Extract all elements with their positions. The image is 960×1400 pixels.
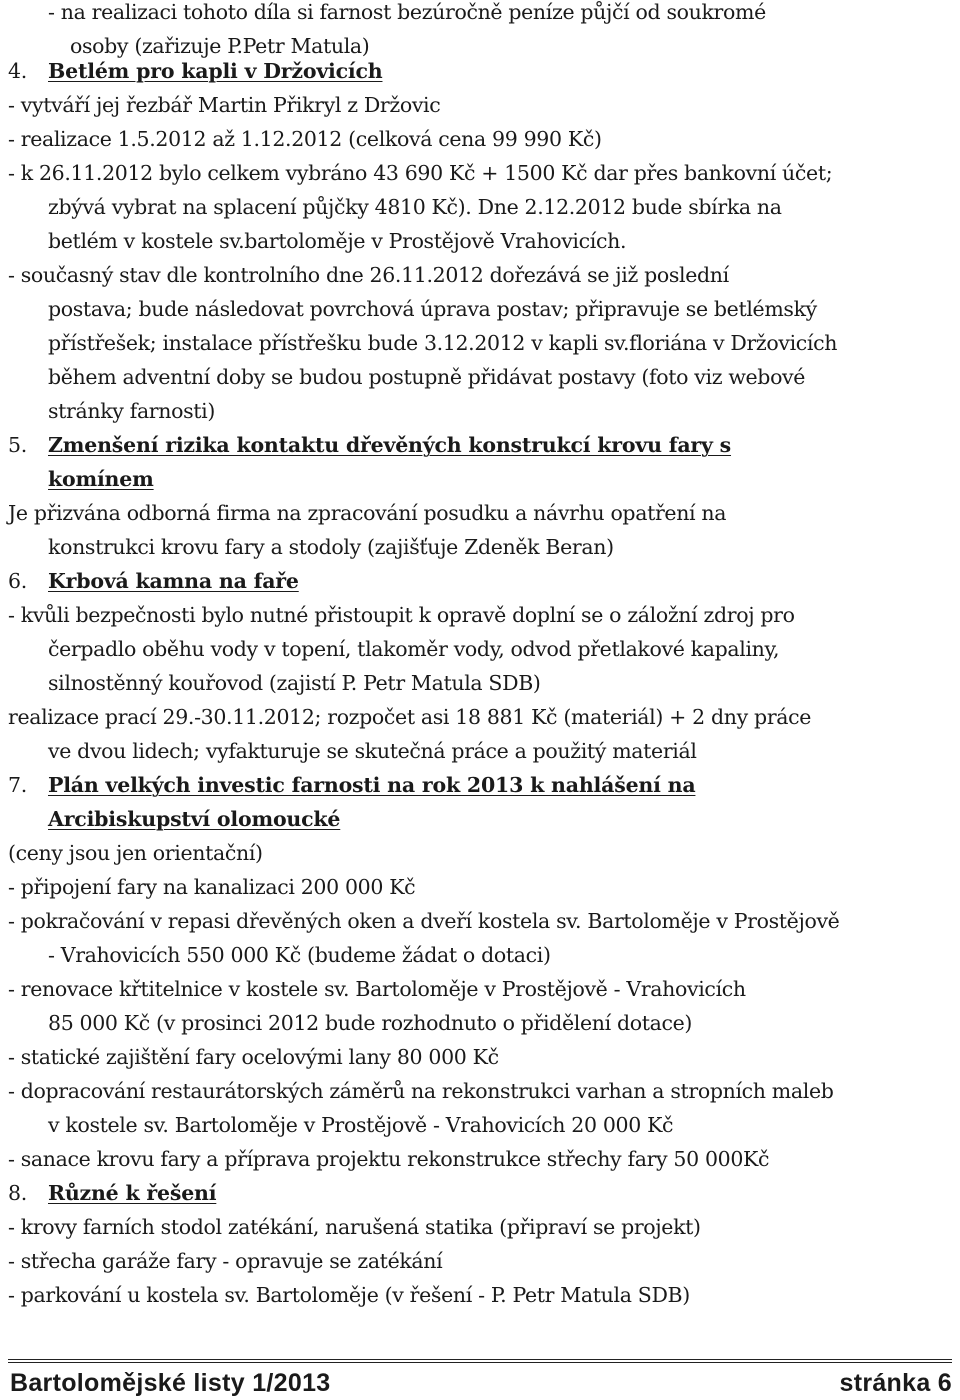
text-line: zbývá vybrat na splacení půjčky 4810 Kč). Dne 2.12.2012 bude sbírka na — [48, 195, 782, 219]
text-line: (ceny jsou jen orientační) — [8, 841, 263, 865]
text-line: postava; bude následovat povrchová úprava postav; připravuje se betlémský — [48, 297, 817, 321]
footer-rule — [8, 1362, 952, 1363]
publication-title: Bartolomějské listy 1/2013 — [10, 1369, 331, 1397]
text-line: realizace prací 29.-30.11.2012; rozpočet asi 18 881 Kč (materiál) + 2 dny práce — [8, 705, 812, 729]
text-line: čerpadlo oběhu vody v topení, tlakoměr vody, odvod přetlakové kapaliny, — [48, 637, 780, 661]
text-line: betlém v kostele sv.bartoloměje v Prostějově Vrahovicích. — [48, 229, 627, 253]
text-line: konstrukci krovu fary a stodoly (zajišťuje Zdeněk Beran) — [48, 535, 614, 559]
section-number: 5. — [8, 433, 27, 457]
section-heading-8 — [8, 1176, 216, 1210]
section-heading-5-continued — [48, 462, 154, 496]
section-title: komínem — [48, 467, 154, 491]
text-line: přístřešek; instalace přístřešku bude 3.12.2012 v kapli sv.floriána v Držovicích — [48, 331, 838, 355]
text-line: - vytváří jej řezbář Martin Přikryl z Držovic — [8, 93, 441, 117]
text-line: - dopracování restaurátorských záměrů na rekonstrukci varhan a stropních maleb — [8, 1079, 834, 1103]
text-line: v kostele sv. Bartoloměje v Prostějově - Vrahovicích 20 000 Kč — [48, 1113, 674, 1137]
text-line: - k 26.11.2012 bylo celkem vybráno 43 690 Kč + 1500 Kč dar přes bankovní účet; — [8, 161, 833, 185]
section-number: 6. — [8, 569, 27, 593]
text-line: - připojení fary na kanalizaci 200 000 Kč — [8, 875, 416, 899]
page-number: stránka 6 — [839, 1369, 952, 1397]
footer-rule — [8, 1359, 952, 1360]
text-line: - sanace krovu fary a příprava projektu rekonstrukce střechy fary 50 000Kč — [8, 1147, 770, 1171]
text-line: ve dvou lidech; vyfakturuje se skutečná práce a použitý materiál — [48, 739, 697, 763]
section-number: 4. — [8, 59, 27, 83]
text-line: - pokračování v repasi dřevěných oken a dveří kostela sv. Bartoloměje v Prostějově — [8, 909, 840, 933]
text-line: - střecha garáže fary - opravuje se zatékání — [8, 1249, 443, 1273]
page-footer — [10, 1366, 952, 1400]
text-line: Je přizvána odborná firma na zpracování posudku a návrhu opatření na — [8, 501, 727, 525]
text-line: - realizace 1.5.2012 až 1.12.2012 (celková cena 99 990 Kč) — [8, 127, 602, 151]
section-title: Plán velkých investic farnosti na rok 2013 k nahlášení na — [48, 773, 696, 797]
text-line: během adventní doby se budou postupně přidávat postavy (foto viz webové — [48, 365, 806, 389]
text-line: osoby (zařizuje P.Petr Matula) — [70, 34, 370, 58]
text-line: - na realizaci tohoto díla si farnost bezúročně peníze půjčí od soukromé — [48, 0, 766, 24]
section-number: 7. — [8, 773, 27, 797]
section-heading-4 — [8, 54, 382, 88]
text-line: - krovy farních stodol zatékání, narušená statika (připraví se projekt) — [8, 1215, 701, 1239]
text-line: silnostěnný kouřovod (zajistí P. Petr Matula SDB) — [48, 671, 541, 695]
section-title: Různé k řešení — [48, 1181, 217, 1205]
section-title: Arcibiskupství olomoucké — [48, 807, 341, 831]
section-heading-7 — [8, 768, 695, 802]
text-line: - statické zajištění fary ocelovými lany 80 000 Kč — [8, 1045, 499, 1069]
section-number: 8. — [8, 1181, 27, 1205]
text-line: - parkování u kostela sv. Bartoloměje (v řešení - P. Petr Matula SDB) — [8, 1283, 690, 1307]
section-heading-7-continued — [48, 802, 340, 836]
section-title: Zmenšení rizika kontaktu dřevěných konstrukcí krovu fary s — [48, 433, 732, 457]
text-line: - kvůli bezpečnosti bylo nutné přistoupit k opravě doplní se o záložní zdroj pro — [8, 603, 795, 627]
text-line: - renovace křtitelnice v kostele sv. Bartoloměje v Prostějově - Vrahovicích — [8, 977, 746, 1001]
text-line: - Vrahovicích 550 000 Kč (budeme žádat o dotaci) — [48, 943, 551, 967]
text-line: 85 000 Kč (v prosinci 2012 bude rozhodnuto o přidělení dotace) — [48, 1011, 693, 1035]
section-title: Betlém pro kapli v Držovicích — [48, 59, 383, 83]
section-title: Krbová kamna na faře — [48, 569, 299, 593]
section-heading-5 — [8, 428, 731, 462]
section-heading-6 — [8, 564, 299, 598]
text-line: stránky farnosti) — [48, 399, 216, 423]
text-line: - současný stav dle kontrolního dne 26.11.2012 dořezává se již poslední — [8, 263, 729, 287]
